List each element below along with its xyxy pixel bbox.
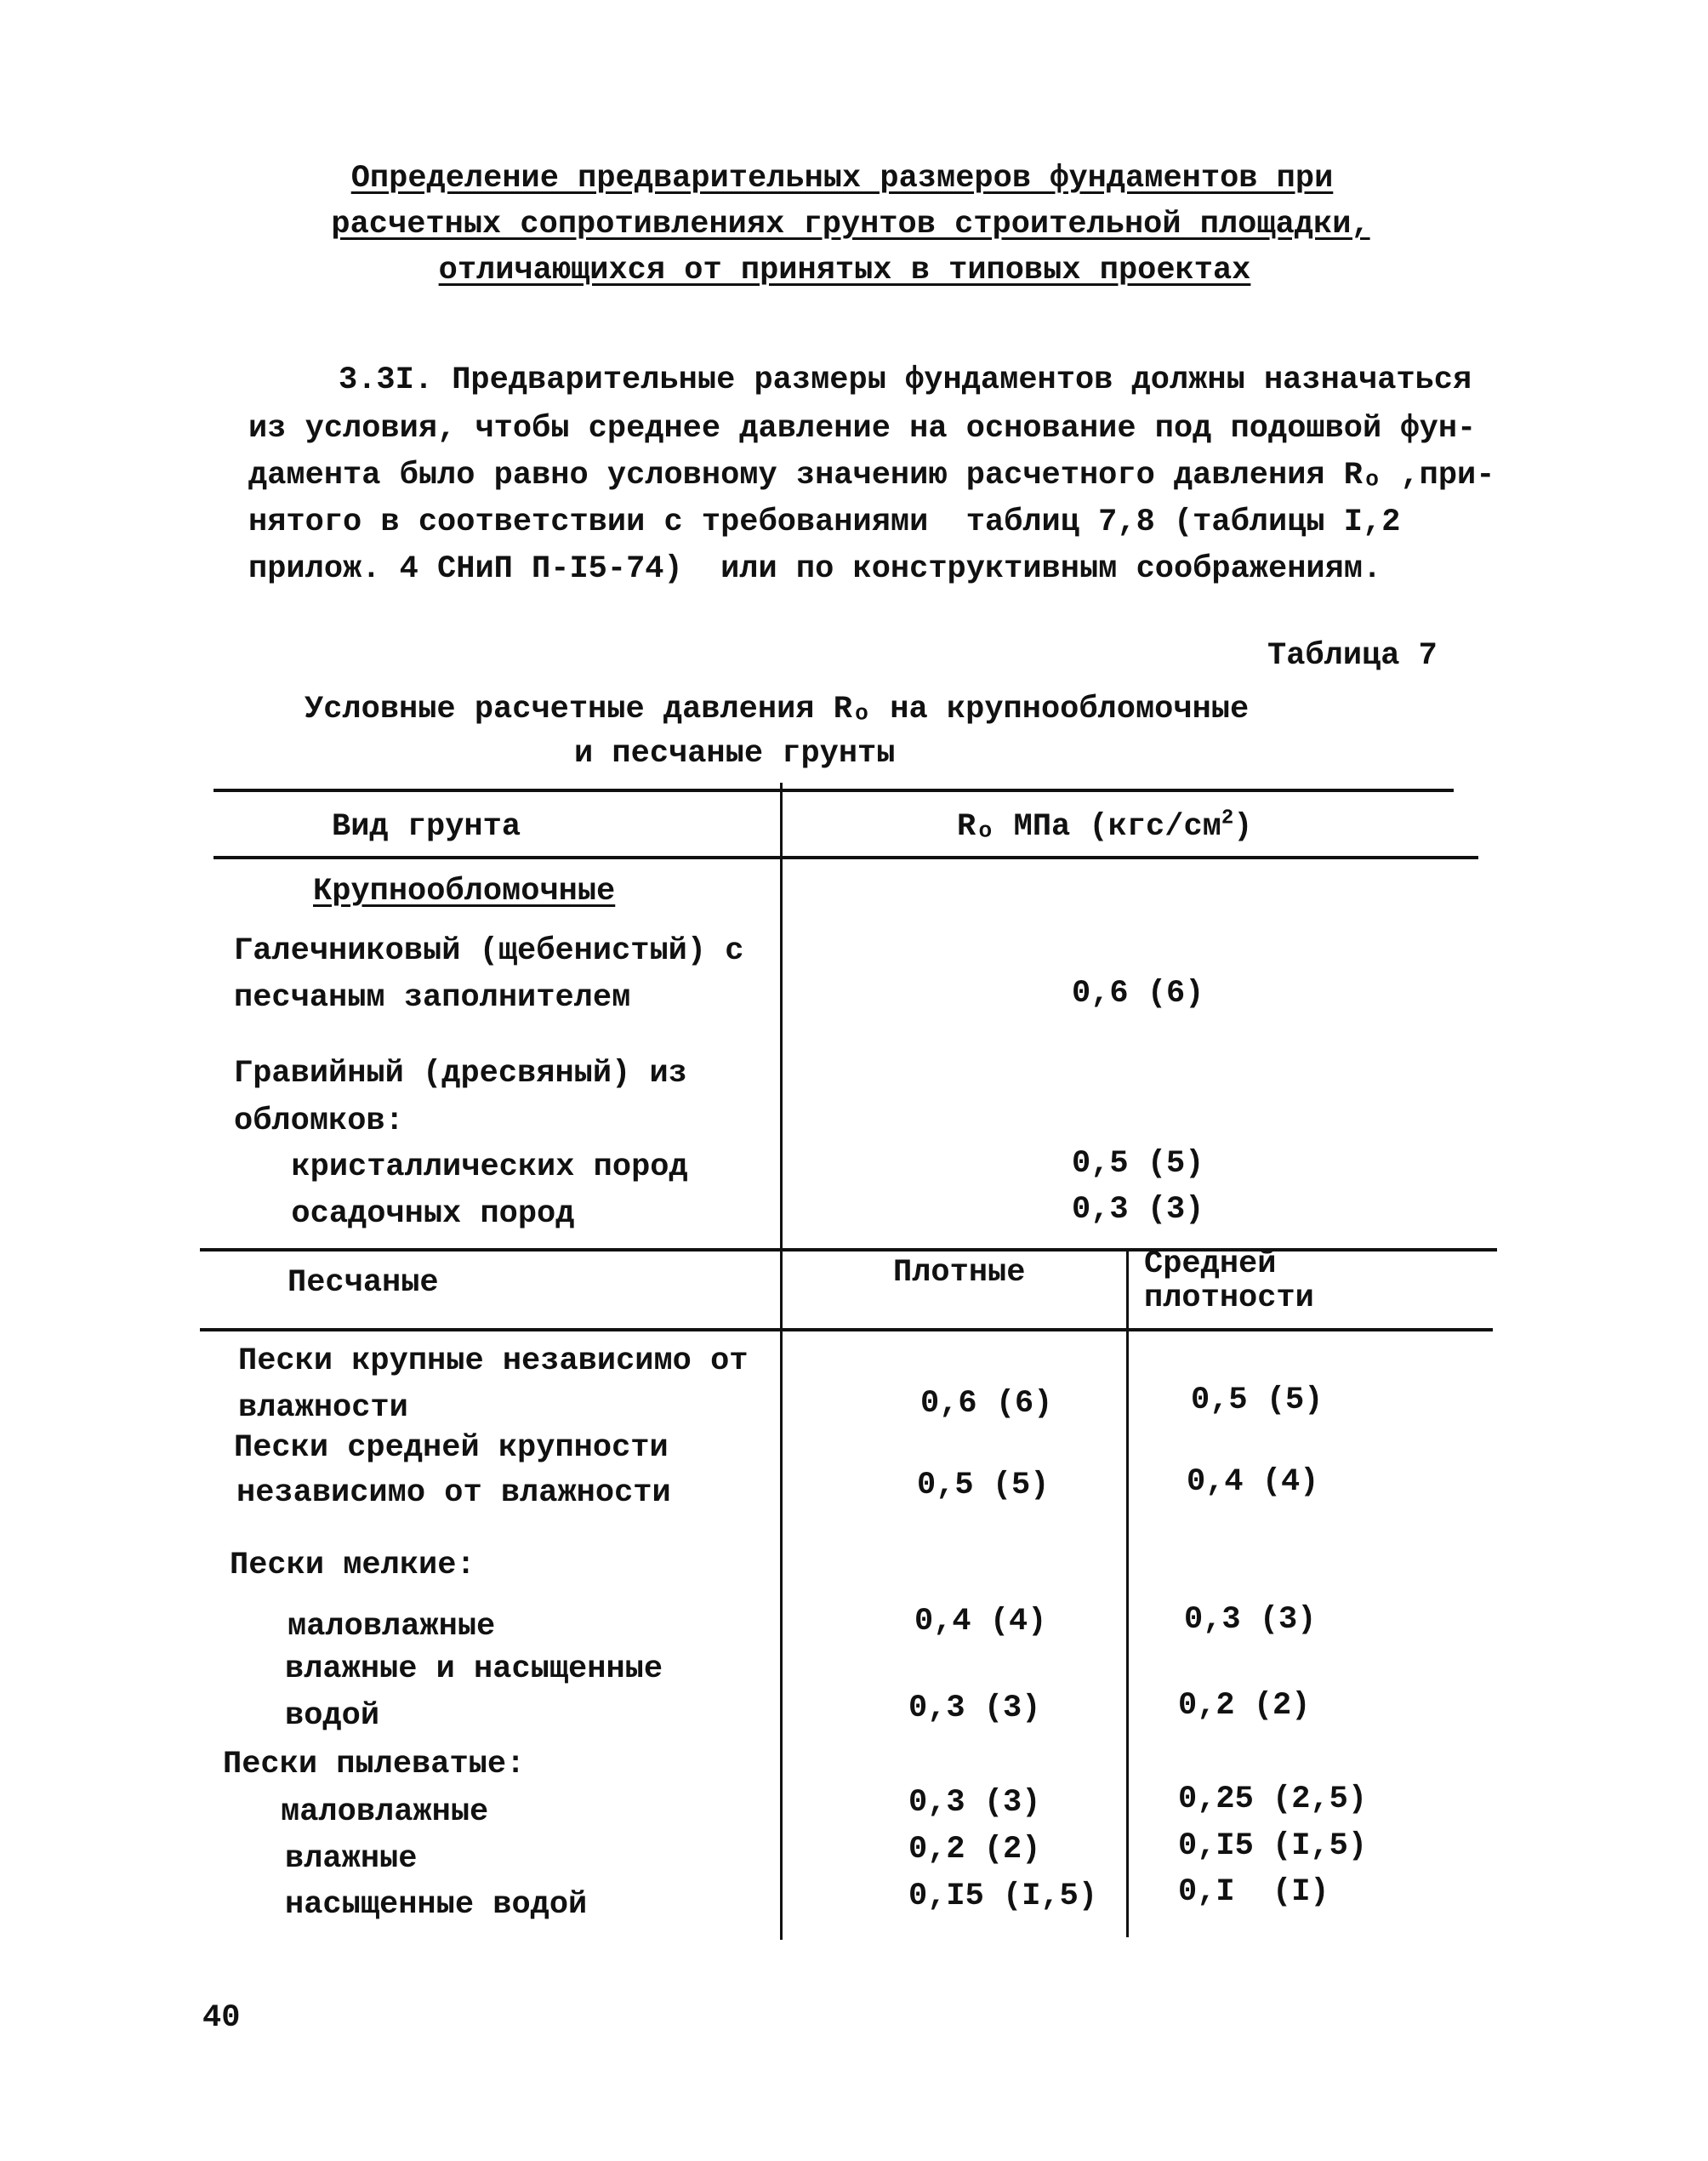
heading-line-1: Определение предварительных размеров фундаментов при — [350, 161, 1334, 197]
paragraph-line-1: 3.3I. Предварительные размеры фундаментов должны назначаться — [339, 362, 1472, 398]
row-label: песчаным заполнителем — [234, 980, 631, 1016]
value-medium: 0,5 (5) — [1191, 1383, 1324, 1418]
row-label: Пески пылеватые: — [223, 1747, 526, 1782]
table-section-rule — [200, 1248, 1497, 1252]
row-label: независимо от влажности — [236, 1475, 671, 1511]
section-title-sand: Песчаные — [288, 1265, 439, 1301]
paragraph-line-5: прилож. 4 СНиП П-I5-74) или по конструктивным соображениям. — [248, 551, 1382, 587]
table-column-divider — [780, 783, 783, 1940]
row-label: влажные и насыщенные — [285, 1651, 663, 1687]
table-label: Таблица 7 — [1267, 638, 1438, 674]
row-label: осадочных пород — [253, 1196, 575, 1232]
table-subcolumn-divider — [1126, 1248, 1129, 1937]
row-label: обломков: — [234, 1103, 404, 1139]
value-dense: 0,6 (6) — [920, 1386, 1053, 1422]
value-dense: 0,4 (4) — [914, 1604, 1047, 1639]
paragraph-line-3: дамента было равно условному значению расчетного давления Rₒ ,при- — [248, 458, 1495, 493]
value-medium: 0,2 (2) — [1178, 1688, 1311, 1724]
value-medium: 0,25 (2,5) — [1178, 1782, 1368, 1817]
row-label: маловлажные — [288, 1609, 496, 1645]
row-label: влажные — [285, 1841, 418, 1877]
row-label: насыщенные водой — [285, 1887, 588, 1923]
row-value: 0,5 (5) — [1072, 1146, 1204, 1182]
value-dense: 0,5 (5) — [917, 1468, 1050, 1503]
table-subheader-rule — [200, 1328, 1493, 1331]
row-label: Пески мелкие: — [230, 1548, 475, 1583]
table-top-rule — [214, 789, 1454, 792]
paragraph-line-2: из условия, чтобы среднее давление на основание под подошвой фун- — [248, 411, 1477, 447]
row-label: Пески крупные независимо от — [238, 1343, 749, 1379]
row-label: Пески средней крупности — [234, 1430, 669, 1466]
row-label: Галечниковый (щебенистый) с — [234, 933, 744, 969]
value-medium: 0,3 (3) — [1184, 1602, 1317, 1638]
paragraph-line-4: нятого в соответствии с требованиями таблиц 7,8 (таблицы I,2 — [248, 505, 1401, 540]
value-dense: 0,I5 (I,5) — [908, 1879, 1098, 1914]
row-label: Гравийный (дресвяный) из — [234, 1056, 687, 1092]
header-pressure: Rₒ МПа $(кгс/см^2)$ — [957, 807, 1253, 845]
value-medium: 0,I5 (I,5) — [1178, 1828, 1368, 1864]
header-medium-2: плотности — [1144, 1280, 1314, 1316]
table-caption-line-1: Условные расчетные давления Rₒ на крупнообломочные — [305, 692, 1250, 727]
value-medium: 0,I (I) — [1178, 1874, 1329, 1910]
section-title-coarse: Крупнообломочные — [313, 874, 616, 909]
row-value: 0,6 (6) — [1072, 976, 1204, 1012]
table-caption-line-2: и песчаные грунты — [574, 736, 896, 772]
value-medium: 0,4 (4) — [1187, 1464, 1319, 1500]
row-label: кристаллических пород — [253, 1149, 688, 1185]
heading-line-2: расчетных сопротивлениях грунтов строительной площадки, — [331, 207, 1370, 242]
row-label: влажности — [238, 1390, 408, 1426]
row-label: маловлажные — [281, 1794, 489, 1830]
value-dense: 0,2 (2) — [908, 1832, 1041, 1867]
value-dense: 0,3 (3) — [908, 1785, 1041, 1821]
row-value: 0,3 (3) — [1072, 1192, 1204, 1228]
header-medium-1: Средней — [1144, 1246, 1277, 1282]
table-header-rule — [214, 856, 1478, 859]
header-dense: Плотные — [893, 1255, 1026, 1291]
row-label: водой — [285, 1698, 380, 1734]
heading-line-3: отличающихся от принятых в типовых проектах — [438, 253, 1251, 288]
page-number: 40 — [202, 2000, 241, 2036]
header-soil-type: Вид грунта — [332, 809, 521, 845]
value-dense: 0,3 (3) — [908, 1691, 1041, 1726]
